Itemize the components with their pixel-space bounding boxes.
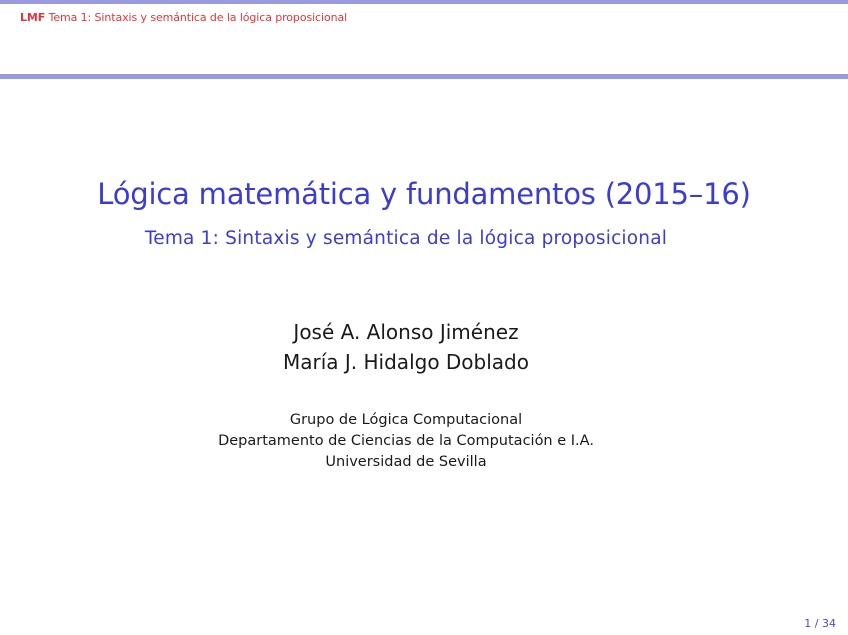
authors-block	[0, 317, 812, 377]
affiliation-line: Grupo de Lógica Computacional	[289, 412, 523, 428]
top-rule	[0, 0, 848, 4]
page-number: 1 / 34	[804, 617, 836, 630]
slide-title: Lógica matemática y fundamentos (2015–16)	[97, 177, 751, 211]
header-breadcrumb[interactable]	[20, 11, 347, 24]
affiliation-line: Departamento de Ciencias de la Computación e I.A.	[218, 433, 594, 449]
author-name: María J. Hidalgo Doblado	[283, 350, 529, 374]
slide-subtitle: Tema 1: Sintaxis y semántica de la lógica proposicional	[144, 228, 668, 249]
author-name: José A. Alonso Jiménez	[293, 320, 519, 344]
header-short-title: LMF	[20, 11, 46, 24]
affiliation-block	[0, 410, 812, 473]
affiliation-line: Universidad de Sevilla	[325, 454, 487, 470]
header-divider	[0, 74, 848, 79]
header-section-title: Tema 1: Sintaxis y semántica de la lógica proposicional	[48, 11, 348, 24]
